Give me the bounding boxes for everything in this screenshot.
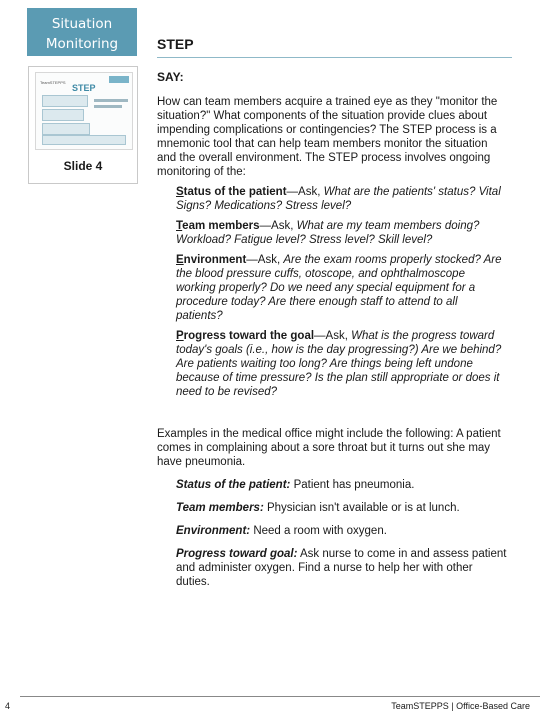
example-label: Progress toward goal: [176,548,298,560]
step-term: Progress toward the goal [176,330,315,342]
section-tab [27,8,137,56]
example-progress [176,547,507,589]
example-text: Physician isn't available or is at lunch. [263,502,460,514]
heading-rule [157,57,512,58]
intro-paragraph: How can team members acquire a trained eye as they "monitor the situation?" What components of the situation provide clues about impending complications or contingencies? The STEP process is a mnemonic tool that can help team members monitor the situation and the overall environment. The STEP process involves ongoing monitoring of the: [157,96,498,178]
slide-block-environment [42,123,90,135]
slide-block-progress [42,135,126,145]
slide-block-team [42,109,84,121]
step-question: What are the patients' status? Vital Signs? Medications? Stress level? [176,186,501,212]
footer-rule [20,696,540,697]
footer-title: TeamSTEPPS | Office-Based Care [391,701,530,711]
step-term: Environment [176,254,247,266]
example-text: Patient has pneumonia. [290,479,415,491]
example-label: Environment: [176,525,251,537]
step-question: What is the progress toward today's goals (i.e., how is the day progressing?) Are we behind? Are patients waiting too long? Are things being left undone because of time pressure? Is the plan still appropriate or does it need to be revised? [176,330,502,398]
say-label: SAY: [157,70,184,84]
section-tab-line1: Situation [51,16,113,32]
page-number: 4 [5,701,11,711]
example-label: Team members: [176,502,264,514]
step-term: Status of the patient [176,186,287,198]
slide-text-line [94,99,128,102]
example-text: Ask nurse to come in and assess patient and administer oxygen. Find a nurse to help her with other duties. [176,548,507,588]
slide-caption: Slide 4 [63,159,103,173]
example-label: Status of the patient: [176,479,291,491]
step-item-team: Team members—Ask, What are my team members doing? Workload? Fatigue level? Stress level? Skill level? [176,220,480,246]
example-text: Need a room with oxygen. [250,525,387,537]
example-team [176,501,507,515]
page-heading: STEP [157,36,194,52]
step-question: What are my team members doing? Workload? Fatigue level? Stress level? Skill level? [176,220,480,246]
slide-brand: TeamSTEPPS [40,80,66,85]
example-environment [176,524,507,538]
step-item-environment: Environment—Ask, Are the exam rooms properly stocked? Are the blood pressure cuffs, otoscope, and ophthalmoscope working properly? Do we need any special equipment for a procedure today? Are there enough staff to attend to all patients? [176,254,502,322]
example-status [176,478,507,492]
main-content [157,70,507,598]
examples-intro: Examples in the medical office might include the following: A patient comes in complaining about a sore throat but it turns out she may have pneumonia. [157,428,501,468]
slide-image [35,72,133,150]
slide-text-line [94,105,122,108]
step-term: Team members [176,220,260,232]
step-item-status: Status of the patient—Ask, What are the patients' status? Vital Signs? Medications? Stress level? [176,186,501,212]
section-tab-line2: Monitoring [45,36,119,52]
slide-badge [109,76,129,83]
step-question: Are the exam rooms properly stocked? Are the blood pressure cuffs, otoscope, and ophthalmoscope working properly? Do we need any special equipment for a procedure today? Are there enough staff to attend to all patients? [176,254,502,322]
slide-block-status [42,95,88,107]
slide-title: STEP [72,83,96,93]
slide-thumbnail [28,66,138,184]
step-item-progress: Progress toward the goal—Ask, What is the progress toward today's goals (i.e., how is the day progressing?) Are we behind? Are patients waiting too long? Are things being left undone because of time pressure? Is the plan still appropriate or does it need to be revised? [176,330,502,398]
